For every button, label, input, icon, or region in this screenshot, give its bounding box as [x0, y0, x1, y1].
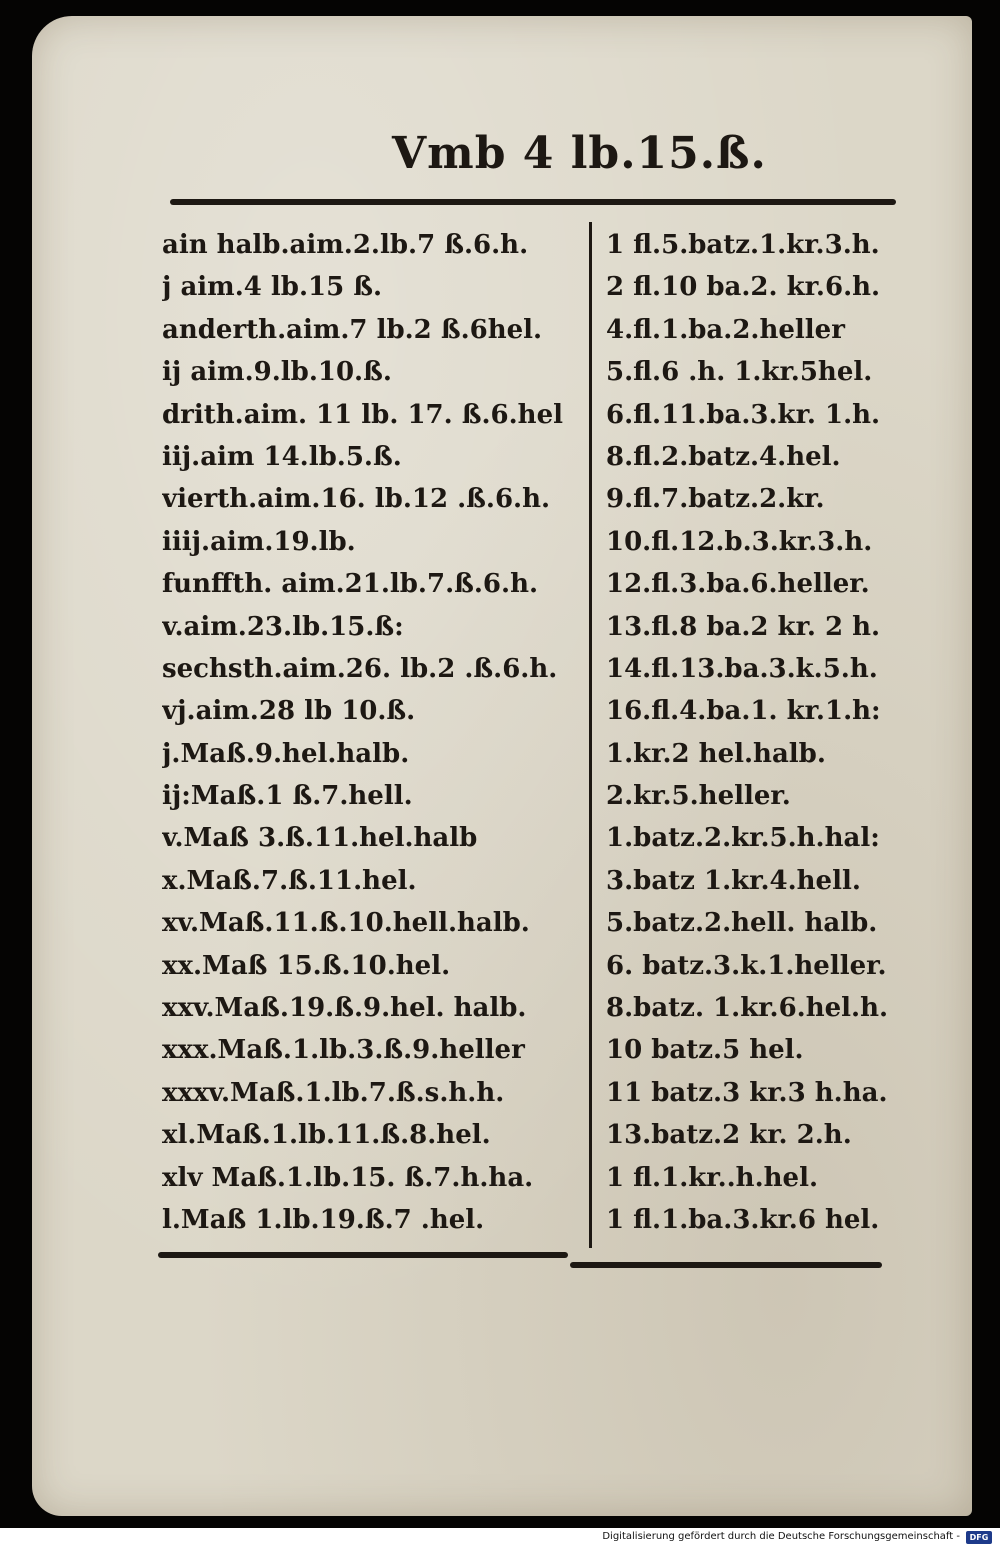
table-row: funffth. aim.21.lb.7.ß.6.h. [162, 569, 539, 600]
bottom-rule-left [158, 1252, 568, 1258]
table-row: 13.batz.2 kr. 2.h. [606, 1120, 852, 1151]
table-row: 14.fl.13.ba.3.k.5.h. [606, 653, 878, 684]
table-row: 3.batz 1.kr.4.hell. [606, 865, 861, 896]
table-row: vierth.aim.16. lb.12 .ß.6.h. [162, 484, 551, 515]
bottom-rule-right [570, 1262, 882, 1268]
table-row: 12.fl.3.ba.6.heller. [606, 569, 870, 600]
table-row: 1.kr.2 hel.halb. [606, 738, 826, 769]
top-rule [170, 199, 896, 205]
table-row: iij.aim 14.lb.5.ß. [162, 441, 402, 472]
table-row: xxx.Maß.1.lb.3.ß.9.heller [162, 1035, 525, 1066]
table-row: v.Maß 3.ß.11.hel.halb [162, 823, 478, 854]
table-row: 1 fl.1.ba.3.kr.6 hel. [606, 1204, 880, 1235]
funding-credit: Digitalisierung gefördert durch die Deutsche Forschungsgemeinschaft - [602, 1531, 960, 1542]
table-row: j aim.4 lb.15 ß. [162, 272, 383, 303]
table-row: 13.fl.8 ba.2 kr. 2 h. [606, 611, 881, 642]
table-row: l.Maß 1.lb.19.ß.7 .hel. [162, 1204, 485, 1235]
table-row: vj.aim.28 lb 10.ß. [162, 696, 416, 727]
right-column [606, 224, 898, 1241]
table-row: xlv Maß.1.lb.15. ß.7.h.ha. [162, 1162, 534, 1193]
table-row: 5.batz.2.hell. halb. [606, 908, 878, 939]
table-row: 1 fl.1.kr..h.hel. [606, 1162, 818, 1193]
table-row: xxv.Maß.19.ß.9.hel. halb. [162, 993, 527, 1024]
left-column [162, 224, 586, 1241]
table-row: xxxv.Maß.1.lb.7.ß.s.h.h. [162, 1077, 505, 1108]
table-row: xv.Maß.11.ß.10.hell.halb. [162, 908, 530, 939]
table-row: 8.batz. 1.kr.6.hel.h. [606, 993, 889, 1024]
table-row: ain halb.aim.2.lb.7 ß.6.h. [162, 230, 529, 260]
column-divider [589, 222, 592, 1248]
table-row: v.aim.23.lb.15.ß: [162, 611, 404, 642]
table-row: xl.Maß.1.lb.11.ß.8.hel. [162, 1120, 491, 1151]
table-row: sechsth.aim.26. lb.2 .ß.6.h. [162, 653, 558, 684]
table-row: iiij.aim.19.lb. [162, 526, 356, 557]
table-row: 10.fl.12.b.3.kr.3.h. [606, 526, 873, 557]
table-row: xx.Maß 15.ß.10.hel. [162, 950, 451, 981]
table-row: x.Maß.7.ß.11.hel. [162, 865, 417, 896]
table-row: 2.kr.5.heller. [606, 781, 791, 812]
table-row: 8.fl.2.batz.4.hel. [606, 441, 841, 472]
table-row: anderth.aim.7 lb.2 ß.6hel. [162, 314, 543, 345]
table-row: 1 fl.5.batz.1.kr.3.h. [606, 230, 880, 260]
table-row: 9.fl.7.batz.2.kr. [606, 484, 825, 515]
table-row: 10 batz.5 hel. [606, 1035, 804, 1066]
digitization-footer [0, 1528, 1000, 1547]
table-row: drith.aim. 11 lb. 17. ß.6.hel [162, 399, 564, 430]
dfg-logo-icon: DFG [966, 1531, 992, 1544]
table-row: 4.fl.1.ba.2.heller [606, 314, 845, 345]
table-row: j.Maß.9.hel.halb. [162, 738, 410, 769]
running-head: Vmb 4 lb.15.ß. [392, 128, 767, 179]
table-row: 11 batz.3 kr.3 h.ha. [606, 1077, 888, 1108]
table-row: 16.fl.4.ba.1. kr.1.h: [606, 696, 881, 727]
table-row: 6.fl.11.ba.3.kr. 1.h. [606, 399, 881, 430]
table-row: 2 fl.10 ba.2. kr.6.h. [606, 272, 881, 303]
table-row: 1.batz.2.kr.5.h.hal: [606, 823, 880, 854]
table-row: ij:Maß.1 ß.7.hell. [162, 781, 413, 812]
table-row: ij aim.9.lb.10.ß. [162, 357, 392, 388]
table-row: 6. batz.3.k.1.heller. [606, 950, 887, 981]
table-row: 5.fl.6 .h. 1.kr.5hel. [606, 357, 873, 388]
